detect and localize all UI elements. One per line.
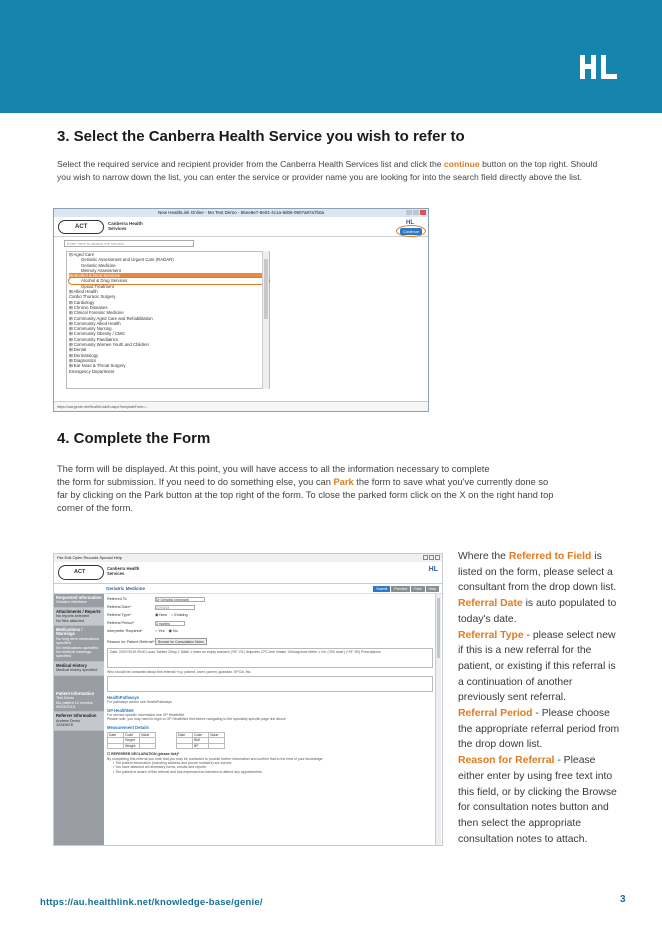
service-list-item[interactable]: ⊞ Community Aged Care and Rehabilitation [69, 315, 153, 321]
hl-mark: HL [428, 566, 438, 573]
form-field-instructions: Where the Referred to Field is listed on the form, please select a consultant from the drop down list. Referral Date is auto populated to today's date. Referral Type - please select new if this is a new referral for the patient, or existing if this referral is a continuation of another previously sent referral. Referral Period - Please choose the appropriate referral period from the drop down list. Reason for Referral - Please either enter by using free text into this field, or by clicking the Browse for consultation notes button and then select the appropriate consultation notes to attach. [458, 551, 620, 845]
continue-button[interactable]: Continue [400, 228, 422, 235]
form-scrollbar[interactable] [435, 594, 441, 846]
referral-date-label: Referral Date* [107, 605, 132, 609]
declaration-text: By completing this referral you note that you may be contacted to provide further information and confirm that to the best of your knowledge: [107, 756, 324, 761]
service-list-item[interactable]: Emergency Department [69, 368, 115, 374]
sidebar-section-title: Requested Information [56, 595, 102, 600]
service-list-item[interactable]: ⊞ Community Nursing [69, 326, 112, 332]
sidebar-section[interactable] [54, 662, 104, 676]
sidebar-section-text: Andrew Demo 12345678 [56, 718, 81, 728]
service-list-scrollbar[interactable] [262, 251, 269, 389]
referred-to-select[interactable]: Dr Geriatric Informant [155, 597, 205, 602]
park-button[interactable]: Park [411, 586, 424, 592]
referred-to-field-highlight: Referred to Field [508, 551, 592, 562]
service-list-item[interactable]: ⊞ Community Allied Health [69, 320, 121, 326]
service-list-item[interactable]: ⊟ Alcohol & Drug Services [69, 273, 269, 278]
service-list-item[interactable]: Geriatric Assessment and Urgent Care (RADAR) [81, 257, 174, 263]
service-list-item[interactable]: Alcohol & Drug Services [69, 278, 269, 283]
healthpathways-link[interactable]: For pathways advice see HealthPathways [107, 700, 172, 705]
referrer-declaration-checkbox[interactable]: ☐ REFERRER DECLARATION (please tick)* [107, 752, 180, 757]
section-3-heading: 3. Select the Canberra Health Service you wish to refer to [57, 128, 465, 145]
form-header [54, 217, 428, 237]
continue-highlight: continue [443, 159, 480, 169]
window-title-bar: New HealthLink Online - Mo Test Demo - 85ee8e7-8e01-4c1a-8d06-0807a87a7b0a [54, 209, 428, 217]
contact-label: Who should be contacted about this referral? e.g. patient, carer, parent, guardian, EPOA, etc. [107, 670, 252, 674]
gp-healthnet-note: Please note, you may need to login to GP HealthNet first before navigating to the speciality specific page link above [107, 717, 286, 722]
minimize-icon[interactable] [423, 555, 428, 560]
service-search-input[interactable]: Enter here to search the service [64, 240, 194, 247]
measurement-table-left: Date Code Value Height Weight [107, 732, 156, 750]
service-list-item[interactable]: Cardio Thoracic Surgery [69, 294, 116, 300]
service-list-item[interactable]: Memory Assessment [81, 267, 121, 273]
service-list-item[interactable]: ⊞ Dental [69, 347, 87, 353]
act-logo: ACT [58, 565, 104, 580]
reason-for-referral-highlight: Reason for Referral [458, 755, 555, 767]
knowledge-base-link[interactable]: https://au.healthlink.net/knowledge-base/genie/ [40, 897, 263, 908]
referral-type-new-radio[interactable]: ◉ New [155, 613, 167, 617]
interpreter-label: Interpreter Required* [107, 629, 143, 633]
sidebar-section-text: Test Demo Mo patient 10 months 09/04/2018 [56, 696, 93, 709]
measurement-heading: Measurement Details [107, 724, 149, 730]
sidebar-section-text: Medical history specified [56, 668, 98, 673]
service-list-item[interactable]: ⊞ Diagnostics [69, 357, 97, 363]
maximize-icon[interactable] [429, 555, 434, 560]
referral-period-label: Referral Period* [107, 621, 135, 625]
header-banner [0, 0, 662, 113]
section-4-heading: 4. Complete the Form [57, 430, 211, 447]
measurement-table-right: Date Code Value BMI BP [176, 732, 225, 750]
reason-textarea[interactable]: Date: 20/07/2019 09:00 Losec Tablets 20mg 1 Tablet 1 times an empty stomach (*SF: R1) Ibuprofen CFC-free Inhaler 100mcg/dose Metre 1 Inh. ('200 dose') (*SF: R0) Prescriptions [107, 648, 433, 668]
referral-type-label: Referral Type* [107, 613, 132, 617]
referral-date-highlight: Referral Date [458, 598, 523, 610]
submit-button[interactable]: Submit [373, 586, 390, 592]
minimize-icon[interactable] [406, 210, 412, 215]
declaration-point: • You have attached all necessary forms, results and reports [113, 765, 207, 770]
declaration-point: • The patient information (including address and phone numbers) are correct [113, 760, 232, 765]
referral-form-screenshot [53, 553, 443, 846]
section-3-body: Select the required service and recipient provider from the Canberra Health Services list and click the continue button on the top right. Should you wish to narrow down the list, you can enter the service or provider name you are looking for into the search field directly above the list. [57, 159, 598, 182]
service-list [66, 251, 270, 389]
highlight-ring [396, 225, 426, 237]
sidebar-section[interactable] [54, 626, 104, 662]
declaration-point: • The patient is aware of this referral and has expressed an intention to attend any appointments [113, 769, 262, 774]
service-list-item[interactable]: ⊞ Ear Nose & Throat Surgery [69, 363, 126, 369]
referral-form [107, 595, 433, 774]
service-list-item[interactable]: ⊞ Community Obesity / CMG [69, 331, 125, 337]
hl-mark: HL [406, 220, 414, 226]
interpreter-no-radio[interactable]: ◉ No [168, 629, 178, 633]
org-name: Canberra Health Services [108, 221, 143, 231]
service-selection-screenshot [53, 208, 429, 412]
sidebar-section-text: Geriatric Medicine [56, 600, 87, 605]
sidebar-section[interactable] [54, 712, 104, 730]
close-icon[interactable] [435, 555, 440, 560]
form-header [54, 562, 442, 584]
referral-date-field[interactable]: 22/03/18 [155, 605, 195, 610]
sidebar-section-title: Medications / Warnings [56, 627, 83, 637]
sidebar-section-title: Medical History [56, 662, 87, 668]
sidebar-section[interactable] [54, 690, 104, 713]
park-highlight: Park [333, 477, 354, 487]
org-name: Canberra Health Services [107, 566, 140, 576]
gp-healthnet-heading: GP HealthNet [107, 707, 134, 713]
sidebar-section-title: Patient Information [56, 690, 95, 696]
status-bar-url: https://uat.genie.net/HealthLink/fh.aspx?templateForm=... [54, 401, 428, 411]
service-list-item[interactable]: ⊞ Allied Health [69, 289, 98, 295]
sidebar-section[interactable] [54, 608, 104, 626]
interpreter-yes-radio[interactable]: ○ Yes [155, 629, 165, 633]
maximize-icon[interactable] [413, 210, 419, 215]
measurement-tables [107, 732, 433, 750]
referral-period-highlight: Referral Period [458, 708, 533, 720]
sidebar-section-text: No reports selected No files attached [56, 614, 89, 623]
referral-type-highlight: Referral Type [458, 629, 524, 641]
browse-consultation-notes-button[interactable]: Browse for Consultation Notes [155, 638, 207, 645]
referral-type-existing-radio[interactable]: ○ Existing [170, 613, 188, 617]
preview-button[interactable]: Preview [391, 586, 410, 592]
menu-bar: File Edit Open Records Special Help [54, 554, 442, 562]
service-list-item[interactable]: Opioid Treatment [81, 283, 114, 289]
form-sidebar [54, 594, 104, 846]
form-title: Geriatric Medicine Submit Preview Park Help [54, 584, 442, 594]
sidebar-section[interactable] [54, 594, 104, 608]
sidebar-section-title: Attachments / Reports [56, 608, 101, 614]
service-list-item[interactable]: ⊞ Chronic Diseases [69, 304, 108, 310]
reason-label: Reason for Patient Referral* [107, 640, 155, 644]
referred-to-label: Referred To [107, 597, 127, 601]
help-button[interactable]: Help [426, 586, 439, 592]
service-list-item[interactable]: ⊞ Cardiology [69, 299, 95, 305]
act-logo: ACT [58, 220, 104, 234]
sidebar-section-title: Referrer Information [56, 713, 97, 719]
section-4-body: The form will be displayed. At this point, you will have access to all the information necessary to complete the form for submission. If you need to do something else, you can Park the form to save what you've currently done so far by clicking on the Park button at the top right of the form. To close the parked form click on the X on the right hand top corner of the form. [57, 464, 554, 513]
contact-textarea[interactable] [107, 676, 433, 692]
referral-period-select[interactable]: 3 months [155, 621, 185, 626]
page-number: 3 [620, 894, 626, 905]
gp-healthnet-link[interactable]: For service specific information see GP HealthNet [107, 712, 185, 717]
service-list-item[interactable]: ⊞ Dermatology [69, 352, 99, 358]
service-list-item[interactable]: ⊟ Aged Care [69, 252, 95, 257]
sidebar-section-text: No long term medications specified No medications specified No medical warnings specified [56, 636, 100, 659]
service-list-item[interactable]: ⊞ Community Paediatrics [69, 336, 118, 342]
service-list-item[interactable]: ⊞ Community Women Youth and Children [69, 342, 149, 348]
close-icon[interactable] [420, 210, 426, 215]
healthpathways-heading: HealthPathways [107, 695, 140, 701]
service-list-item[interactable]: Geriatric Medicine [81, 262, 116, 268]
healthlink-hl-logo-icon [580, 53, 618, 81]
service-list-item[interactable]: ⊞ Clinical Forensic Medicine [69, 310, 124, 316]
